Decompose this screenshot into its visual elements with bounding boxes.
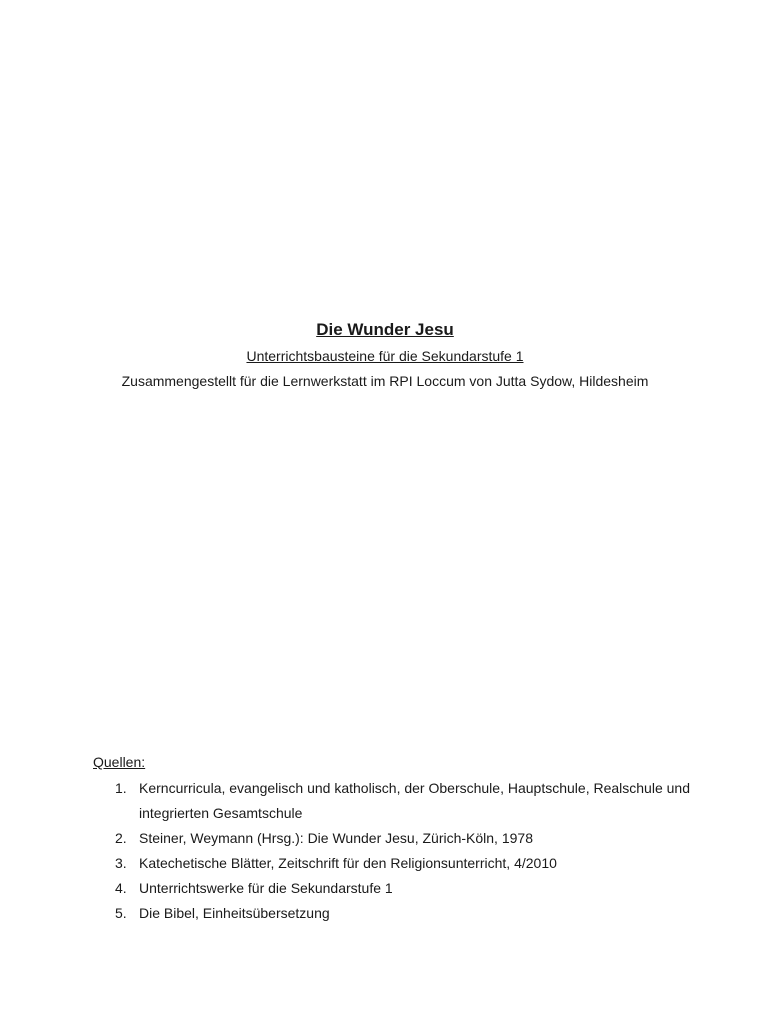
list-item-text: Katechetische Blätter, Zeitschrift für den Religionsunterricht, 4/2010 [139,855,557,871]
list-item-number: 4. [115,880,127,896]
list-item-text: Steiner, Weymann (Hrsg.): Die Wunder Jesu, Zürich-Köln, 1978 [139,830,533,846]
sources-list [93,776,693,926]
list-item-number: 2. [115,830,127,846]
document-subtitle: Unterrichtsbausteine für die Sekundarstufe 1 [246,348,524,364]
list-item-text: Kerncurricula, evangelisch und katholisch, der Oberschule, Hauptschule, Realschule und integrierten Gesamtschule [139,780,690,821]
document-credit: Zusammengestellt für die Lernwerkstatt im RPI Loccum von Jutta Sydow, Hildesheim [121,373,649,389]
list-item [93,876,693,901]
list-item-text: Die Bibel, Einheitsübersetzung [139,905,330,921]
document-title: Die Wunder Jesu [316,320,454,339]
list-item-number: 3. [115,855,127,871]
list-item [93,901,693,926]
title-block [0,318,770,390]
list-item [93,851,693,876]
list-item-text: Unterrichtswerke für die Sekundarstufe 1 [139,880,393,896]
list-item [93,826,693,851]
list-item-number: 1. [115,780,127,796]
sources-heading: Quellen: [93,754,146,770]
list-item [93,776,693,826]
sources-section [93,752,693,926]
list-item-number: 5. [115,905,127,921]
